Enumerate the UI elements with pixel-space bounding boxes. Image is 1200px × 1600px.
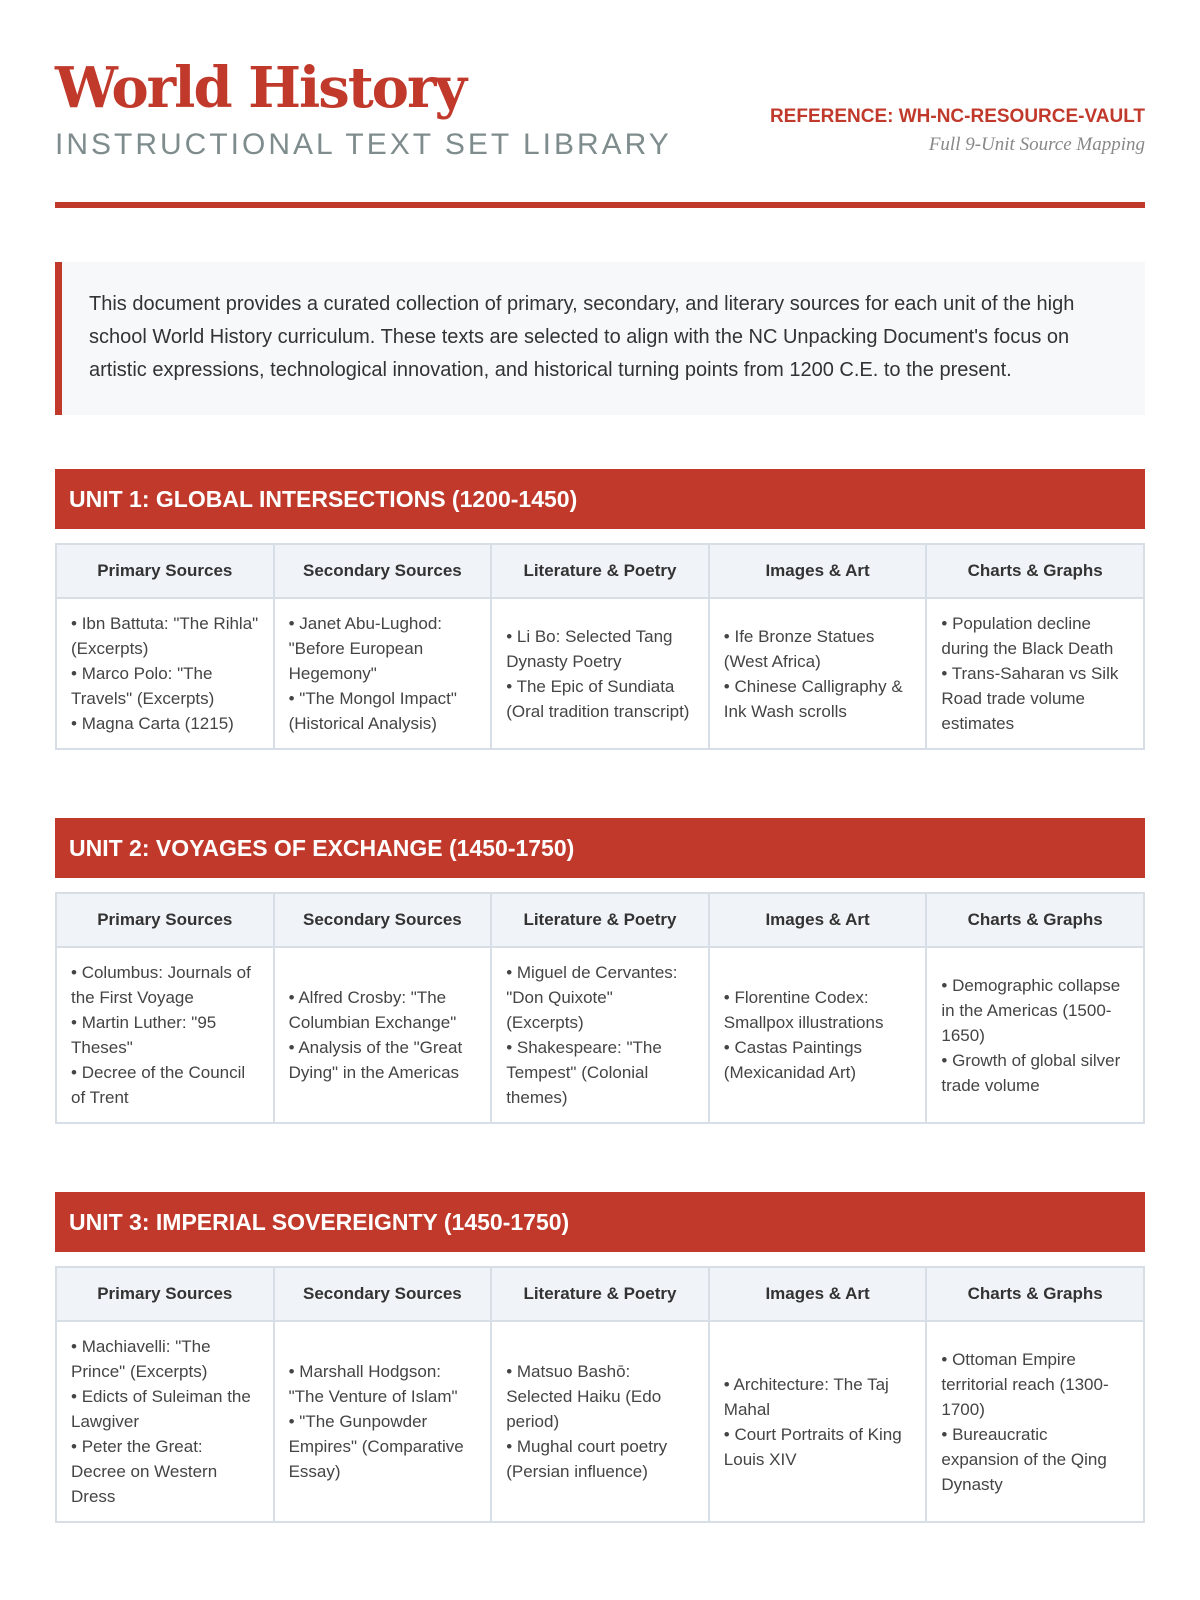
column-header: Charts & Graphs bbox=[926, 893, 1144, 947]
table-cell bbox=[709, 598, 927, 749]
unit-heading: UNIT 2: VOYAGES OF EXCHANGE (1450-1750) bbox=[55, 818, 1145, 878]
column-header: Charts & Graphs bbox=[926, 544, 1144, 598]
source-item: • Edicts of Suleiman the Lawgiver bbox=[71, 1384, 259, 1434]
source-item: • Alfred Crosby: "The Columbian Exchange" bbox=[289, 985, 477, 1035]
table-cell bbox=[491, 947, 709, 1123]
table-cell bbox=[491, 598, 709, 749]
table-cell bbox=[56, 1321, 274, 1522]
column-header: Images & Art bbox=[709, 893, 927, 947]
column-header: Literature & Poetry bbox=[491, 1267, 709, 1321]
source-item: • Castas Paintings (Mexicanidad Art) bbox=[724, 1035, 912, 1085]
source-item: • "The Mongol Impact" (Historical Analysis) bbox=[289, 686, 477, 736]
source-item: • The Epic of Sundiata (Oral tradition transcript) bbox=[506, 674, 694, 724]
table-row bbox=[56, 1321, 1144, 1522]
column-header: Primary Sources bbox=[56, 893, 274, 947]
unit-section bbox=[55, 469, 1145, 750]
table-header-row bbox=[56, 1267, 1144, 1321]
reference-subtitle: Full 9-Unit Source Mapping bbox=[928, 134, 1145, 155]
intro-callout: This document provides a curated collection of primary, secondary, and literary sources for each unit of the high school World History curriculum. These texts are selected to align with the NC Unpacking Document's focus on artistic expressions, technological innovation, and historical turning points from 1200 C.E. to the present. bbox=[55, 262, 1145, 415]
source-item: • Trans-Saharan vs Silk Road trade volume estimates bbox=[941, 661, 1129, 736]
column-header: Primary Sources bbox=[56, 544, 274, 598]
unit-heading: UNIT 3: IMPERIAL SOVEREIGNTY (1450-1750) bbox=[55, 1192, 1145, 1252]
table-row bbox=[56, 598, 1144, 749]
source-item: • Architecture: The Taj Mahal bbox=[724, 1372, 912, 1422]
column-header: Literature & Poetry bbox=[491, 544, 709, 598]
table-header-row bbox=[56, 544, 1144, 598]
reference-code: REFERENCE: WH-NC-RESOURCE-VAULT bbox=[769, 106, 1145, 127]
table-cell bbox=[926, 1321, 1144, 1522]
column-header: Charts & Graphs bbox=[926, 1267, 1144, 1321]
source-item: • Machiavelli: "The Prince" (Excerpts) bbox=[71, 1334, 259, 1384]
table-cell bbox=[926, 947, 1144, 1123]
source-item: • Demographic collapse in the Americas (1500-1650) bbox=[941, 973, 1129, 1048]
source-item: • Florentine Codex: Smallpox illustrations bbox=[724, 985, 912, 1035]
source-item: • Population decline during the Black Death bbox=[941, 611, 1129, 661]
page-subtitle: INSTRUCTIONAL TEXT SET LIBRARY bbox=[55, 128, 672, 161]
source-item: • Li Bo: Selected Tang Dynasty Poetry bbox=[506, 624, 694, 674]
table-cell bbox=[491, 1321, 709, 1522]
table-cell bbox=[274, 947, 492, 1123]
sources-table bbox=[55, 892, 1145, 1124]
column-header: Secondary Sources bbox=[274, 544, 492, 598]
column-header: Images & Art bbox=[709, 544, 927, 598]
sources-table bbox=[55, 543, 1145, 750]
source-item: • "The Gunpowder Empires" (Comparative Essay) bbox=[289, 1409, 477, 1484]
column-header: Secondary Sources bbox=[274, 893, 492, 947]
source-item: • Martin Luther: "95 Theses" bbox=[71, 1010, 259, 1060]
source-item: • Ottoman Empire territorial reach (1300-1700) bbox=[941, 1347, 1129, 1422]
source-item: • Ife Bronze Statues (West Africa) bbox=[724, 624, 912, 674]
source-item: • Ibn Battuta: "The Rihla" (Excerpts) bbox=[71, 611, 259, 661]
page-title: World History bbox=[55, 55, 466, 121]
table-cell bbox=[56, 947, 274, 1123]
source-item: • Columbus: Journals of the First Voyage bbox=[71, 960, 259, 1010]
column-header: Images & Art bbox=[709, 1267, 927, 1321]
document-header bbox=[55, 56, 1145, 208]
table-cell bbox=[709, 947, 927, 1123]
column-header: Primary Sources bbox=[56, 1267, 274, 1321]
table-cell bbox=[926, 598, 1144, 749]
source-item: • Marco Polo: "The Travels" (Excerpts) bbox=[71, 661, 259, 711]
source-item: • Court Portraits of King Louis XIV bbox=[724, 1422, 912, 1472]
source-item: • Matsuo Bashō: Selected Haiku (Edo period) bbox=[506, 1359, 694, 1434]
column-header: Literature & Poetry bbox=[491, 893, 709, 947]
source-item: • Decree of the Council of Trent bbox=[71, 1060, 259, 1110]
unit-section bbox=[55, 1192, 1145, 1523]
source-item: • Magna Carta (1215) bbox=[71, 711, 259, 736]
table-header-row bbox=[56, 893, 1144, 947]
source-item: • Miguel de Cervantes: "Don Quixote" (Excerpts) bbox=[506, 960, 694, 1035]
source-item: • Peter the Great: Decree on Western Dress bbox=[71, 1434, 259, 1509]
table-row bbox=[56, 947, 1144, 1123]
source-item: • Bureaucratic expansion of the Qing Dynasty bbox=[941, 1422, 1129, 1497]
unit-section bbox=[55, 818, 1145, 1124]
source-item: • Growth of global silver trade volume bbox=[941, 1048, 1129, 1098]
table-cell bbox=[709, 1321, 927, 1522]
source-item: • Shakespeare: "The Tempest" (Colonial themes) bbox=[506, 1035, 694, 1110]
table-cell bbox=[274, 598, 492, 749]
source-item: • Marshall Hodgson: "The Venture of Islam" bbox=[289, 1359, 477, 1409]
table-cell bbox=[56, 598, 274, 749]
table-cell bbox=[274, 1321, 492, 1522]
source-item: • Chinese Calligraphy & Ink Wash scrolls bbox=[724, 674, 912, 724]
source-item: • Janet Abu-Lughod: "Before European Hegemony" bbox=[289, 611, 477, 686]
source-item: • Mughal court poetry (Persian influence) bbox=[506, 1434, 694, 1484]
column-header: Secondary Sources bbox=[274, 1267, 492, 1321]
sources-table bbox=[55, 1266, 1145, 1523]
source-item: • Analysis of the "Great Dying" in the Americas bbox=[289, 1035, 477, 1085]
unit-heading: UNIT 1: GLOBAL INTERSECTIONS (1200-1450) bbox=[55, 469, 1145, 529]
